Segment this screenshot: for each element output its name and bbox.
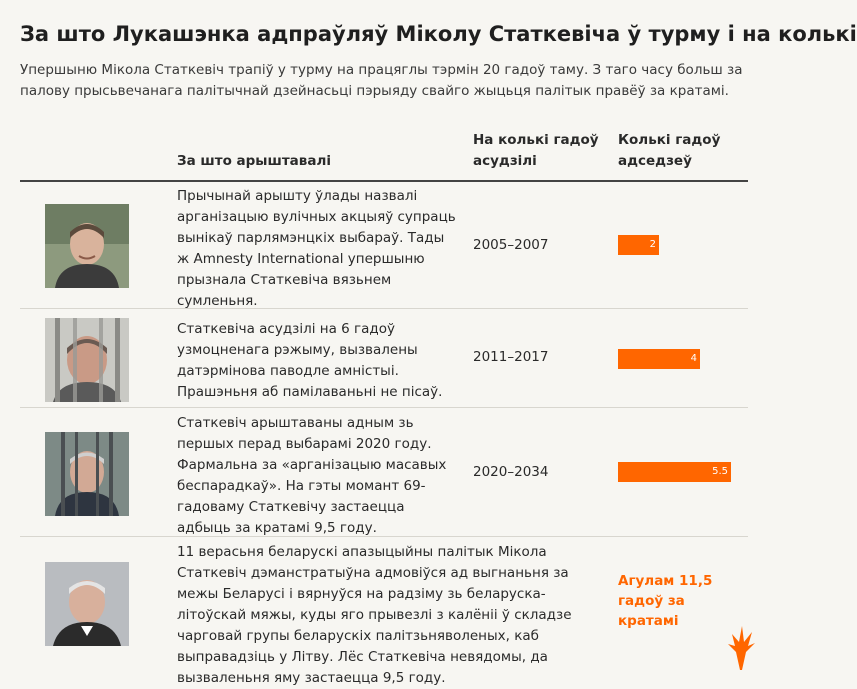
column-header-reason: За што арыштавалі: [177, 153, 331, 169]
portrait-photo-2011: [45, 318, 129, 402]
row-divider: [20, 536, 748, 537]
rferl-flame-logo-icon: [722, 622, 758, 672]
row-description: Статкевіч арыштаваны адным зь першых перад выбарамі 2020 году. Фармальна за «арганізацыю масавых беспарадкаў». На гэты момант 69-гадоваму Статкевічу застаецца адбыць за кратамі 9,5 году.: [177, 415, 447, 536]
served-bar-2020: [618, 462, 731, 482]
header-divider: [20, 180, 748, 182]
column-header-sentence: На колькі гадоў асудзілі: [473, 132, 599, 169]
row-description: Статкевіча асудзілі на 6 гадоў узмоцненага рэжыму, вызвалены датэрмінова паводле амністыі. Прашэньня аб памілаваньні не пісаў.: [177, 321, 443, 400]
row-description: 11 верасьня беларускі апазыцыйны палітык Мікола Статкевіч дэманстратыўна адмовіўся ад выгнаньня за межы Беларусі і вярнуўся на радзіму зь беларуска-літоўскай мяжы, куды яго прывезлі з калёніі ў складзе чарговай групы беларускіх палітзьняволеных, каб выправадзіць у Літву. Лёс Статкевіча невядомы, да вызваленьня яму застаецца 9,5 году.: [177, 544, 572, 686]
row-divider: [20, 407, 748, 408]
served-bar-2005: [618, 235, 659, 255]
served-bar-label: 5.5: [712, 466, 728, 477]
portrait-photo-2020: [45, 432, 129, 516]
portrait-photo-2025: [45, 562, 129, 646]
row-years: 2020–2034: [473, 464, 549, 480]
row-description: Прычынай арышту ўлады назвалі арганізацыю вулічных акцыяў супраць вынікаў парлямэнцкіх выбараў. Тады ж Amnesty International упершыню прызнала Статкевіча вязьнем сумленьня.: [177, 188, 456, 309]
row-years: 2005–2007: [473, 237, 549, 253]
page-subtitle: Упершыню Мікола Статкевіч трапіў у турму на працяглы тэрмін 20 гадоў таму. З таго часу больш за палову прысьвечанага палітычнай дзейнасьці пэрыяду свайго жыцьця палітык правёў за кратамі.: [20, 62, 743, 99]
served-bar-label: 2: [649, 239, 656, 250]
row-years: 2011–2017: [473, 349, 549, 365]
portrait-photo-2005: [45, 204, 129, 288]
page-title: За што Лукашэнка адпраўляў Міколу Статкевіча ў турму і на колькі: [20, 22, 857, 46]
total-served-note: Агулам 11,5 гадоў за кратамі: [618, 573, 713, 629]
served-bar-2011: [618, 349, 700, 369]
column-header-served: Колькі гадоў адседзеў: [618, 132, 721, 169]
served-bar-label: 4: [690, 353, 697, 364]
row-divider: [20, 308, 748, 309]
